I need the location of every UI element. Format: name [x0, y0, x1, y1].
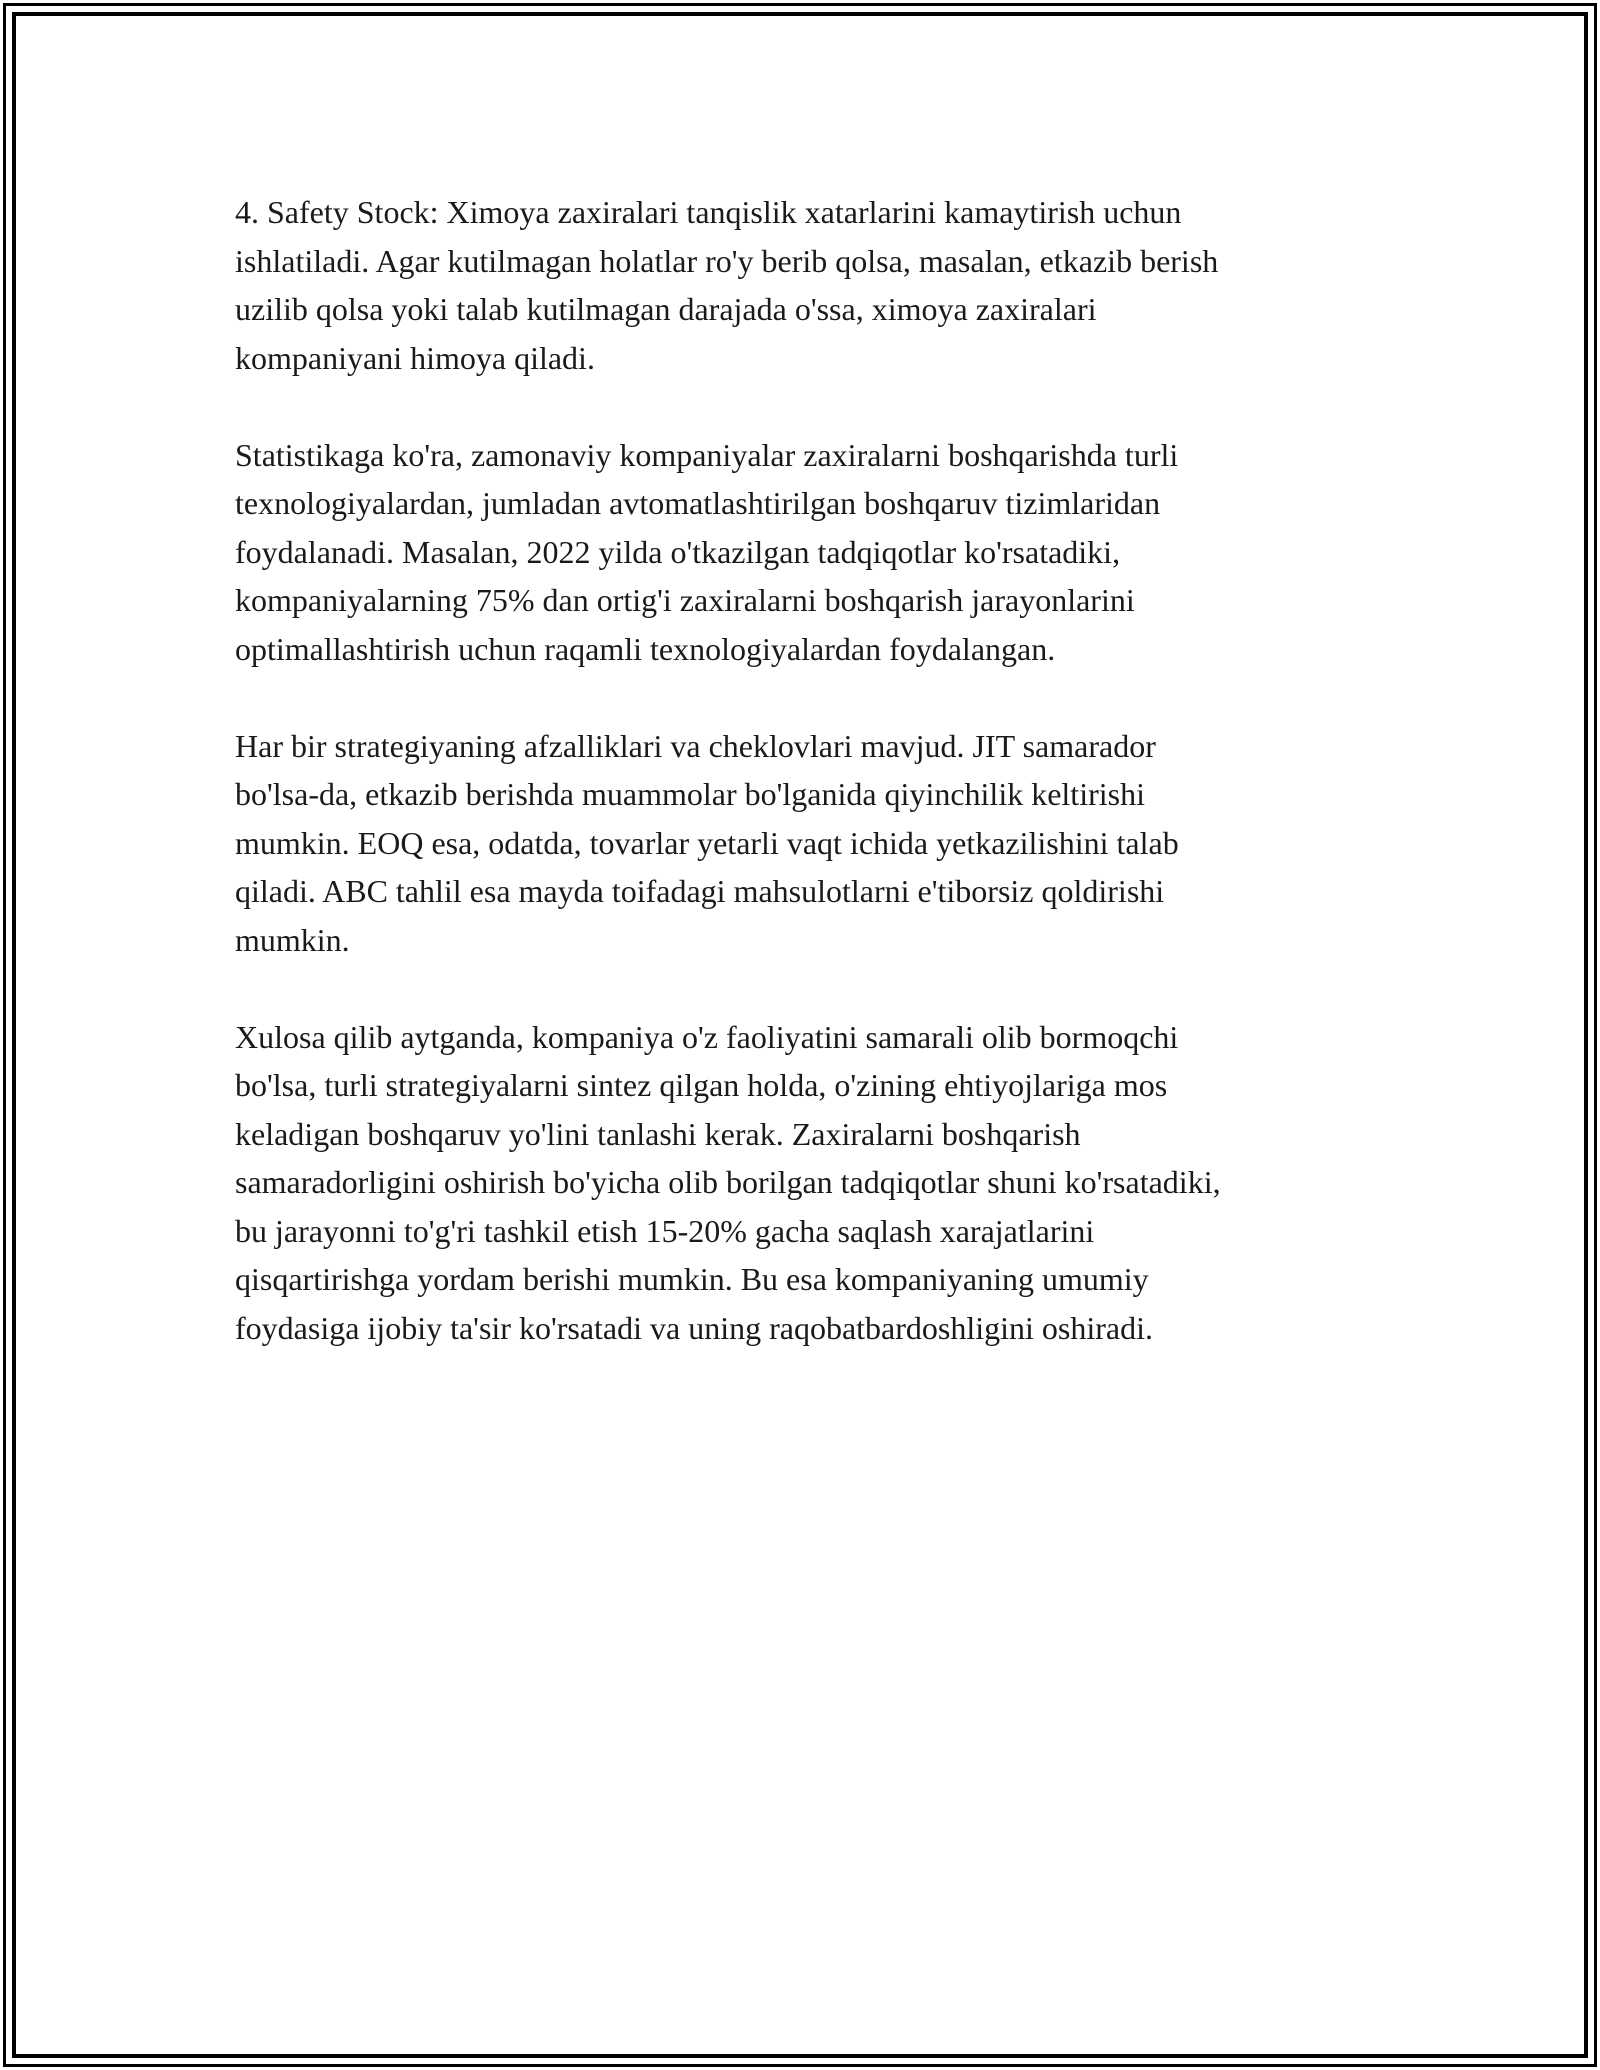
text-line: kompaniyani himoya qiladi.	[235, 339, 595, 376]
text-line: qiladi. ABC tahlil esa mayda toifadagi mahsulotlarni e'tiborsiz qoldirishi	[235, 873, 1165, 909]
paragraph-safety-stock	[235, 188, 1385, 382]
text-line: samaradorligini oshirish bo'yicha olib borilgan tadqiqotlar shuni ko'rsatadiki,	[235, 1164, 1221, 1200]
text-line: mumkin. EOQ esa, odatda, tovarlar yetarli vaqt ichida yetkazilishini talab	[235, 824, 1179, 861]
text-line: bo'lsa, turli strategiyalarni sintez qilgan holda, o'zining ehtiyojlariga mos	[235, 1067, 1168, 1103]
paragraph-strategy-tradeoffs	[235, 722, 1385, 965]
text-line: kompaniyalarning 75% dan ortig'i zaxiralarni boshqarish jarayonlarini	[235, 582, 1135, 618]
text-line: 4. Safety Stock: Ximoya zaxiralari tanqislik xatarlarini kamaytirish uchun	[235, 194, 1182, 230]
text-line: foydasiga ijobiy ta'sir ko'rsatadi va uning raqobatbardoshligini oshiradi.	[235, 1309, 1154, 1346]
document-body	[235, 188, 1385, 1401]
text-line: foydalanadi. Masalan, 2022 yilda o'tkazilgan tadqiqotlar ko'rsatadiki,	[235, 533, 1121, 570]
text-line: Har bir strategiyaning afzalliklari va cheklovlari mavjud. JIT samarador	[235, 727, 1156, 764]
text-line: Xulosa qilib aytganda, kompaniya o'z faoliyatini samarali olib bormoqchi	[235, 1018, 1179, 1055]
text-line: mumkin.	[235, 921, 350, 958]
text-line: qisqartirishga yordam berishi mumkin. Bu esa kompaniyaning umumiy	[235, 1261, 1149, 1297]
text-line: texnologiyalardan, jumladan avtomatlashtirilgan boshqaruv tizimlaridan	[235, 485, 1161, 521]
paragraph-statistics	[235, 431, 1385, 674]
text-line: bo'lsa-da, etkazib berishda muammolar bo'lganida qiyinchilik keltirishi	[235, 776, 1145, 812]
text-line: uzilib qolsa yoki talab kutilmagan darajada o'ssa, ximoya zaxiralari	[235, 291, 1097, 327]
paragraph-conclusion	[235, 1013, 1385, 1353]
text-line: ishlatiladi. Agar kutilmagan holatlar ro'y berib qolsa, masalan, etkazib berish	[235, 242, 1219, 279]
text-line: bu jarayonni to'g'ri tashkil etish 15-20% gacha saqlash xarajatlarini	[235, 1212, 1095, 1249]
text-line: keladigan boshqaruv yo'lini tanlashi kerak. Zaxiralarni boshqarish	[235, 1115, 1081, 1152]
text-line: optimallashtirish uchun raqamli texnologiyalardan foydalangan.	[235, 630, 1056, 667]
text-line: Statistikaga ko'ra, zamonaviy kompaniyalar zaxiralarni boshqarishda turli	[235, 436, 1179, 473]
